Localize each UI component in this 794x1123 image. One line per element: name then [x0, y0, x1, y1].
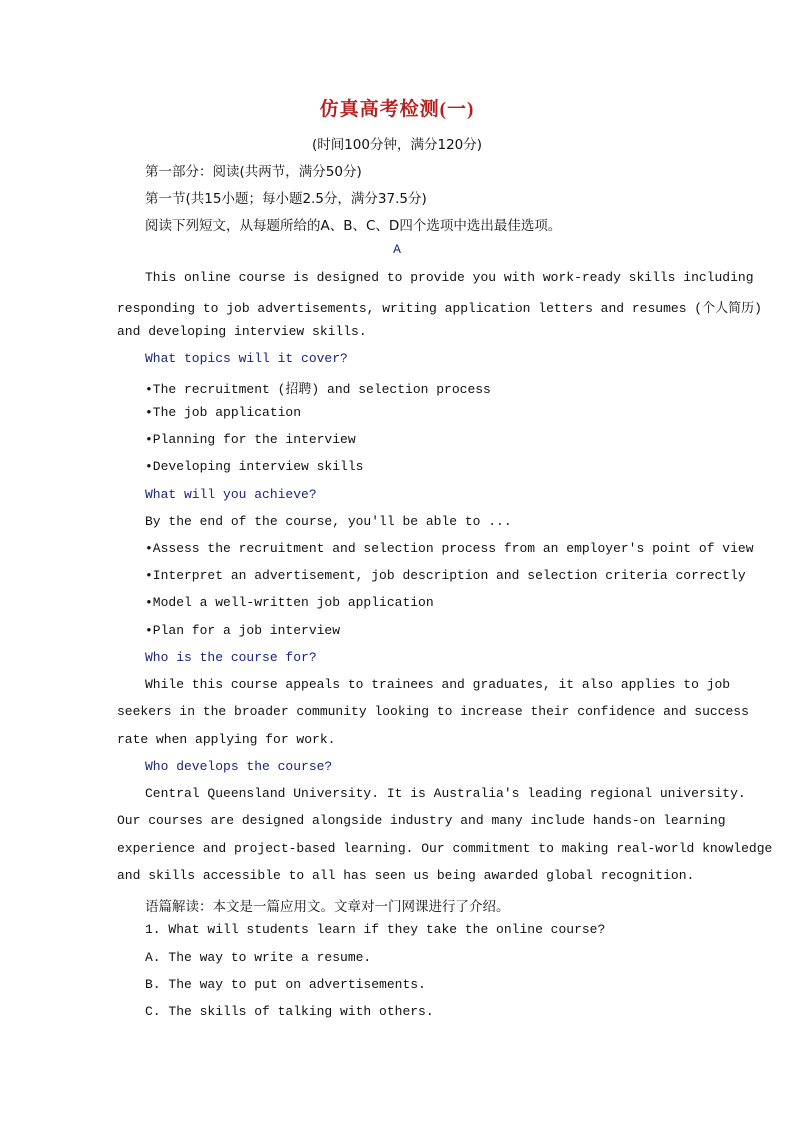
- paragraph-line: Central Queensland University. It is Australia's leading regional university.: [145, 786, 746, 801]
- paragraph-line: rate when applying for work.: [117, 732, 336, 747]
- paragraph-line: This online course is designed to provide you with work-ready skills including: [145, 270, 754, 285]
- section-question: What will you achieve?: [145, 487, 317, 502]
- section-question: Who develops the course?: [145, 759, 333, 774]
- answer-option: C. The skills of talking with others.: [145, 1004, 434, 1019]
- answer-option: B. The way to put on advertisements.: [145, 977, 426, 992]
- paragraph-line: and skills accessible to all has seen us being awarded global recognition.: [117, 868, 695, 883]
- paragraph-line: responding to job advertisements, writing application letters and resumes (个人简历): [117, 301, 762, 316]
- page-title: 仿真高考检测(一): [319, 99, 475, 120]
- bullet-item: •Plan for a job interview: [145, 623, 341, 638]
- passage-analysis: 语篇解读：本文是一篇应用文。文章对一门网课进行了介绍。: [145, 899, 510, 915]
- instruction: 阅读下列短文，从每题所给的A、B、C、D四个选项中选出最佳选项。: [145, 218, 562, 234]
- bullet-item: •The recruitment (招聘) and selection process: [145, 382, 491, 397]
- paragraph-line: While this course appeals to trainees and graduates, it also applies to job: [145, 677, 731, 692]
- bullet-item: •Assess the recruitment and selection process from an employer's point of view: [145, 541, 754, 556]
- bullet-item: •Developing interview skills: [145, 459, 364, 474]
- part-heading: 第一部分：阅读(共两节，满分50分): [145, 164, 362, 180]
- answer-option: A. The way to write a resume.: [145, 950, 372, 965]
- page-subtitle: (时间100分钟，满分120分): [311, 137, 483, 153]
- paragraph-line: By the end of the course, you'll be able to ...: [145, 514, 512, 529]
- bullet-item: •Interpret an advertisement, job description and selection criteria correctly: [145, 568, 746, 583]
- bullet-item: •Model a well-written job application: [145, 595, 434, 610]
- section-question: What topics will it cover?: [145, 351, 348, 366]
- section-question: Who is the course for?: [145, 650, 317, 665]
- paragraph-line: seekers in the broader community looking to increase their confidence and success: [117, 704, 749, 719]
- section-heading: 第一节(共15小题；每小题2.5分，满分37.5分): [145, 191, 427, 207]
- bullet-item: •Planning for the interview: [145, 432, 356, 447]
- bullet-item: •The job application: [145, 405, 302, 420]
- paragraph-line: Our courses are designed alongside industry and many include hands-on learning: [117, 813, 726, 828]
- question-stem: 1. What will students learn if they take the online course?: [145, 922, 606, 937]
- paragraph-line: and developing interview skills.: [117, 324, 367, 339]
- paragraph-line: experience and project-based learning. Our commitment to making real-world knowledge: [117, 841, 773, 856]
- passage-label: A: [393, 242, 401, 257]
